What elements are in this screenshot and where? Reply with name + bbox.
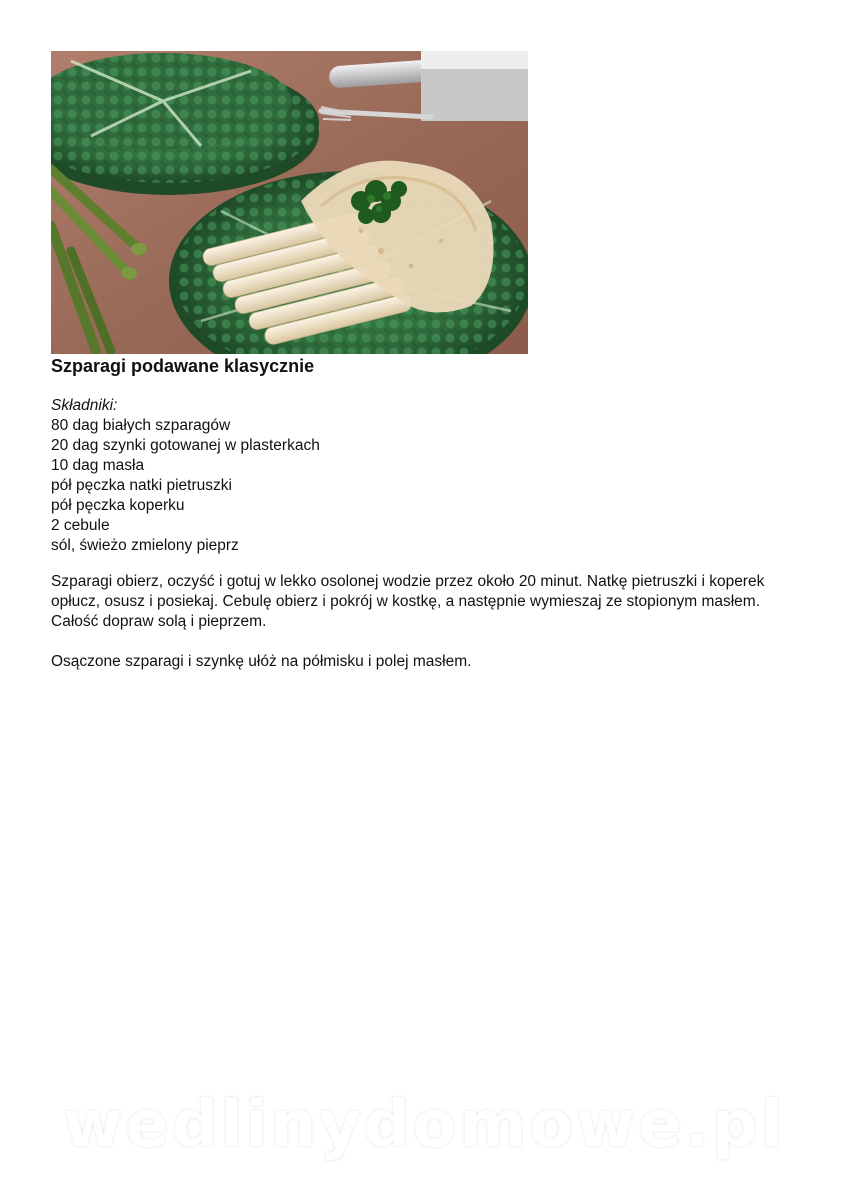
- watermark: wedlinydomowe.pl: [63, 1088, 786, 1162]
- ingredients-label: Składniki:: [51, 397, 118, 414]
- ingredient-item: 20 dag szynki gotowanej w plasterkach: [51, 437, 320, 454]
- recipe-photo: [51, 51, 528, 354]
- recipe-title: Szparagi podawane klasycznie: [51, 356, 315, 376]
- serving-paragraph: Osączone szparagi i szynkę ułóż na półmisku i polej masłem.: [51, 653, 472, 670]
- ingredient-item: pół pęczka natki pietruszki: [51, 477, 232, 494]
- ingredients-list: [51, 416, 320, 556]
- ingredient-item: 10 dag masła: [51, 457, 145, 474]
- instructions-paragraph: Szparagi obierz, oczyść i gotuj w lekko osolonej wodzie przez około 20 minut. Natkę pietruszki i koperek opłucz, osusz i posiekaj. Cebulę obierz i pokrój w kostkę, a następnie wymieszaj ze stopionym masłem. Całość dopraw solą i pieprzem.: [51, 573, 765, 630]
- ingredients-section: [51, 396, 320, 556]
- ingredient-item: sól, świeżo zmielony pieprz: [51, 537, 239, 554]
- ingredient-item: 2 cebule: [51, 517, 110, 534]
- ingredient-item: pół pęczka koperku: [51, 497, 185, 514]
- ingredient-item: 80 dag białych szparagów: [51, 417, 231, 434]
